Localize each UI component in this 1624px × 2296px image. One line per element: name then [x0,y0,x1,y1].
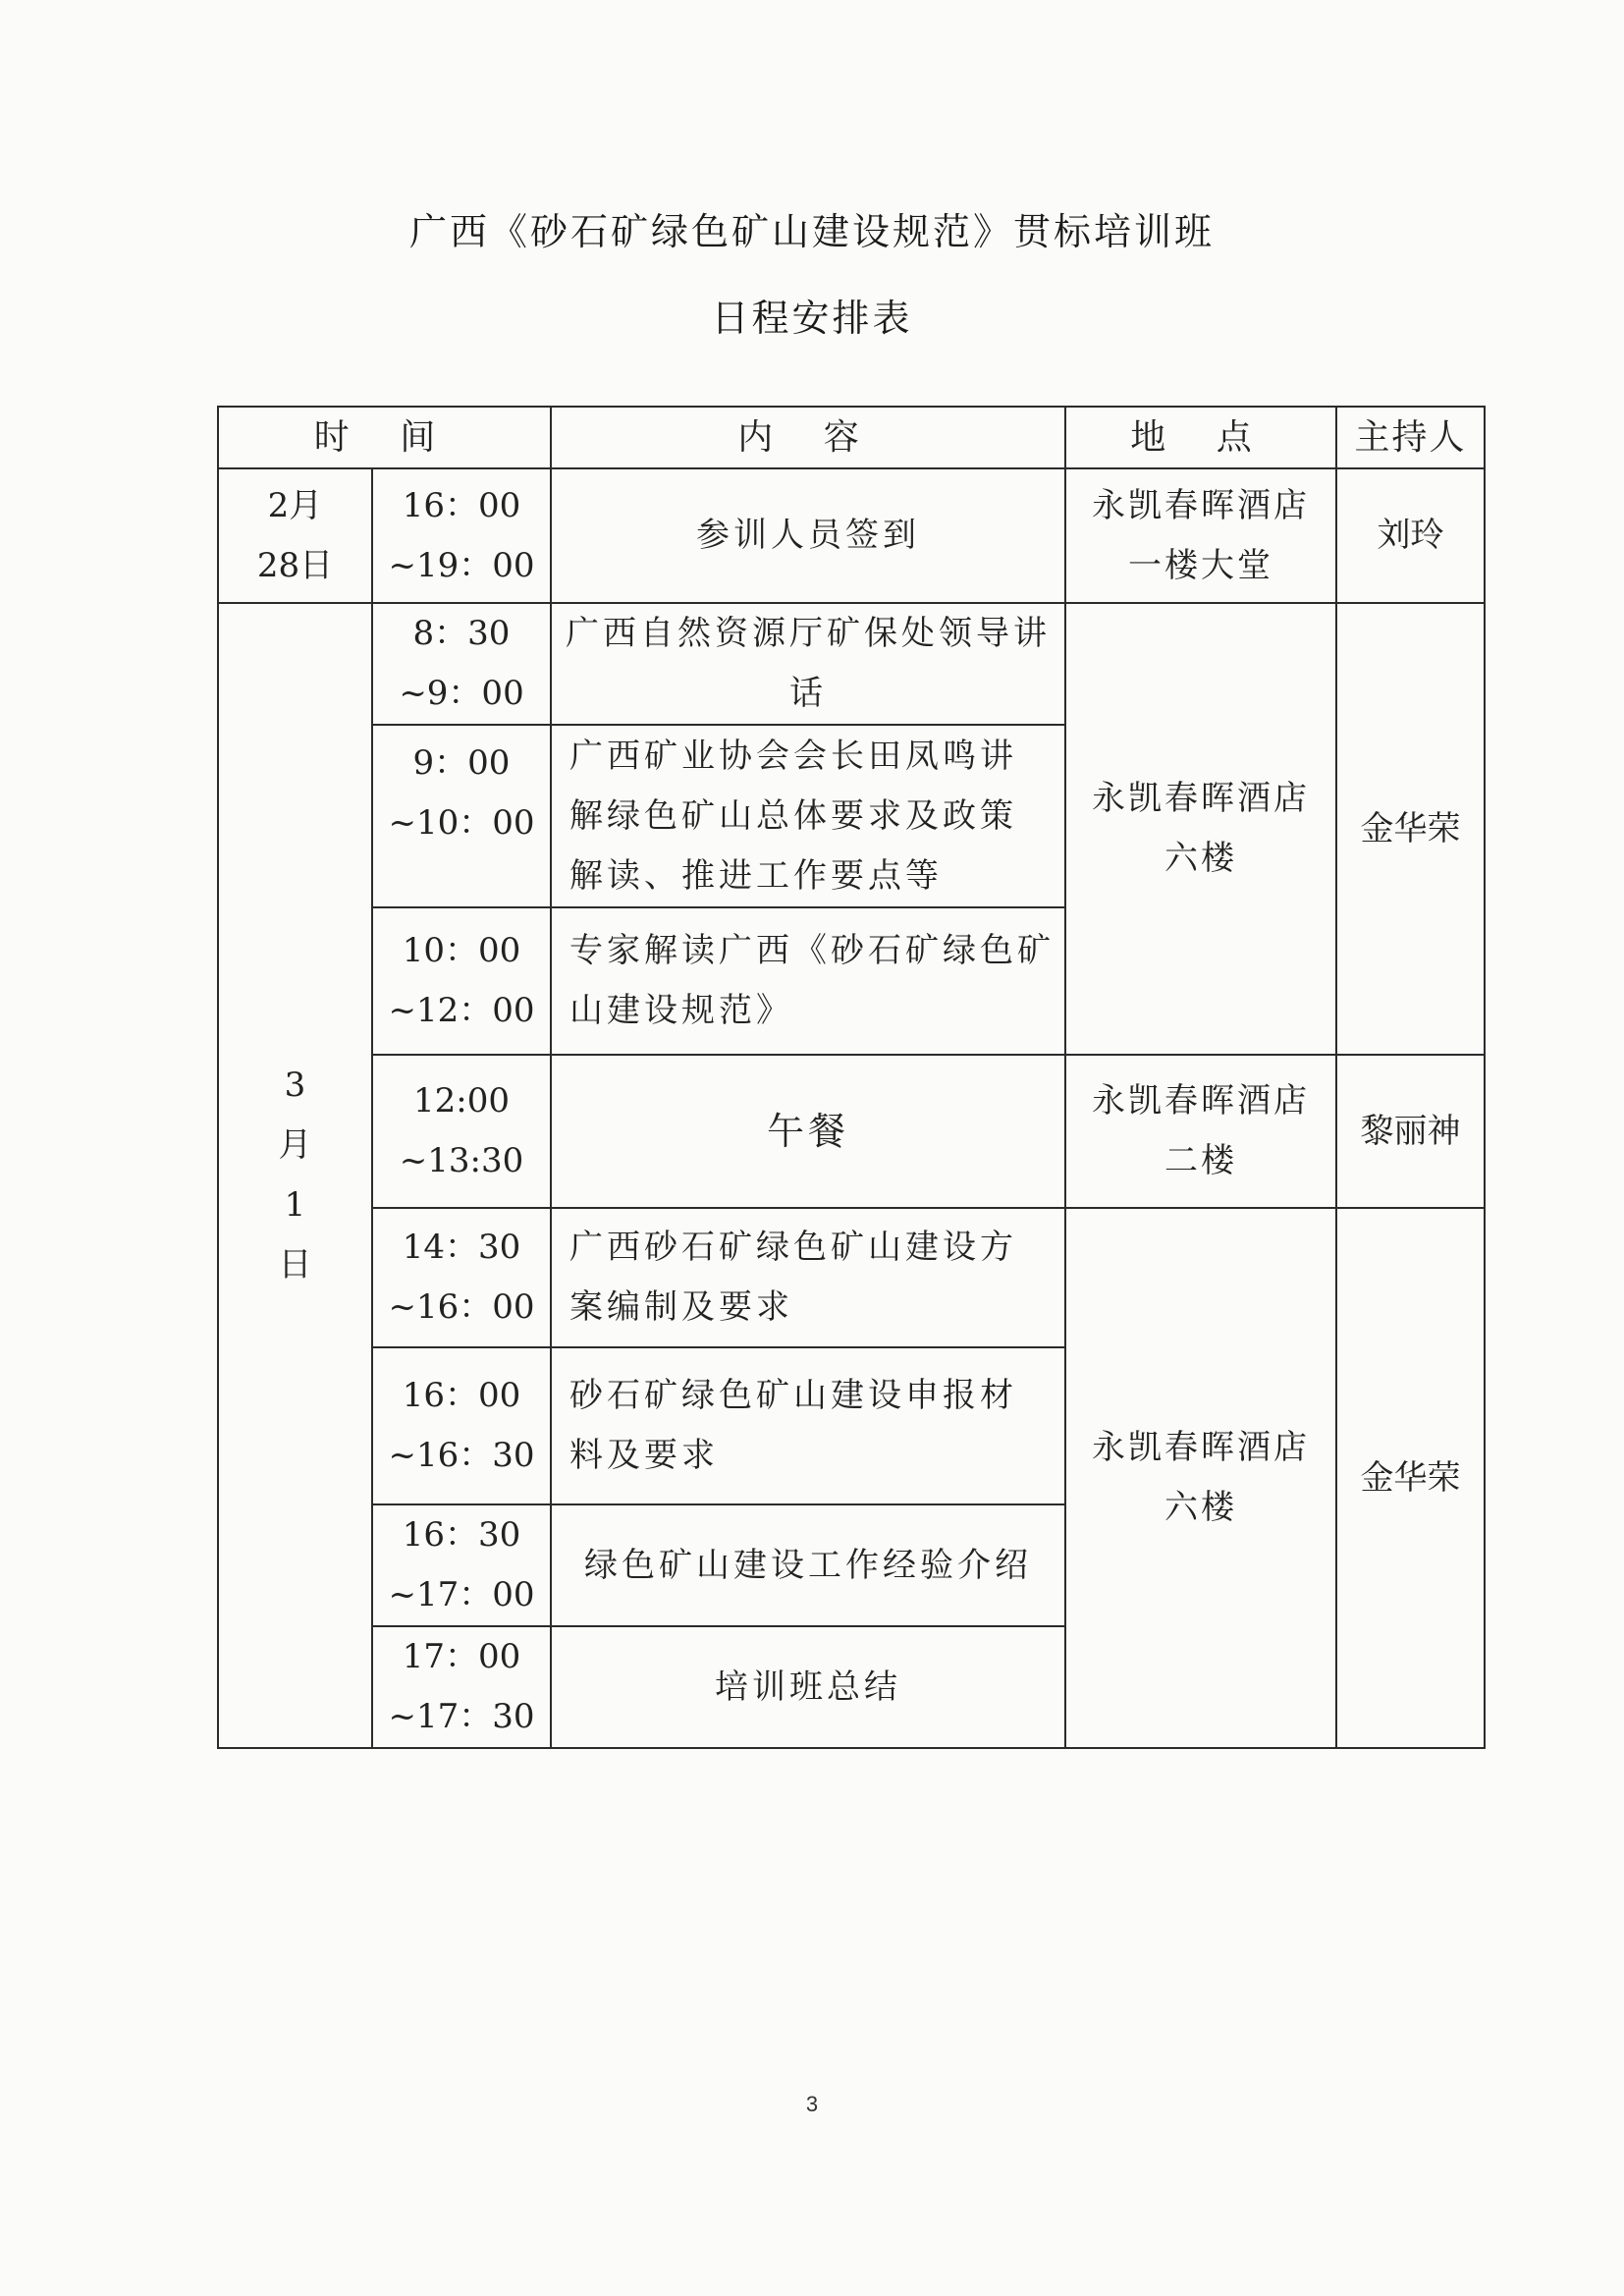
time-end: ~9：00 [399,674,524,713]
time-start: 16：00 [402,1376,521,1415]
place-floor: 六楼 [1164,1488,1238,1527]
date-cell [218,603,372,1748]
time-end: ~17：00 [388,1575,535,1614]
time-start: 17：00 [402,1637,521,1676]
place-name: 永凯春晖酒店 [1092,1428,1311,1467]
content-line: 广西矿业协会会长田凤鸣讲 [569,736,1018,776]
host-cell: 金华荣 [1336,1208,1485,1748]
time-end: ~19：00 [388,545,535,585]
date-month: 2月 [267,485,323,525]
time-cell [372,907,551,1055]
content-cell [551,1208,1065,1347]
content-cell [551,1347,1065,1504]
content-cell [551,907,1065,1055]
header-row [218,407,1485,468]
place-cell [1065,468,1336,603]
content-line: 解绿色矿山总体要求及政策 [569,795,1018,836]
time-cell [372,1626,551,1748]
content-line: 午餐 [767,1109,850,1153]
date-day: 28日 [256,545,334,585]
content-line: 料及要求 [569,1436,720,1475]
content-line: 专家解读广西《砂石矿绿色矿 [569,931,1056,970]
header-place: 地 点 [1065,407,1336,468]
place-floor: 六楼 [1164,839,1238,878]
content-cell [551,603,1065,725]
content-line: 山建设规范》 [569,991,794,1030]
content-line: 广西砂石矿绿色矿山建设方 [569,1228,1018,1267]
time-start: 10：00 [402,931,521,970]
place-name: 永凯春晖酒店 [1092,485,1311,525]
date-char: 月 [278,1125,312,1165]
time-end: ~17：30 [388,1697,535,1736]
table-row [218,603,1485,725]
time-start: 16：30 [402,1515,521,1555]
content-cell [551,1055,1065,1208]
document-title: 广西《砂石矿绿色矿山建设规范》贯标培训班 [408,210,1215,253]
schedule-table [217,406,1486,1749]
place-cell [1065,1208,1336,1748]
table-row [218,468,1485,603]
time-start: 12:00 [413,1081,510,1121]
content-line: 绿色矿山建设工作经验介绍 [584,1545,1033,1585]
host-cell: 金华荣 [1336,603,1485,1055]
time-cell [372,1347,551,1504]
place-name: 永凯春晖酒店 [1092,1081,1311,1121]
place-floor: 二楼 [1164,1141,1238,1180]
host-cell: 黎丽神 [1336,1055,1485,1208]
content-cell [551,1504,1065,1626]
content-cell [551,725,1065,907]
table-row [218,1208,1485,1347]
place-name: 永凯春晖酒店 [1092,779,1311,818]
time-end: ~12：00 [388,991,535,1030]
header-content: 内 容 [551,407,1065,468]
header-host: 主持人 [1336,407,1485,468]
content-line: 案编制及要求 [569,1287,794,1327]
time-cell [372,1055,551,1208]
page-number: 3 [805,2092,819,2116]
content-line: 培训班总结 [715,1667,902,1707]
time-start: 14：30 [402,1228,521,1267]
time-end: ~10：00 [388,803,535,843]
time-cell [372,1504,551,1626]
time-end: ~13:30 [399,1141,524,1180]
time-start: 16：00 [402,485,521,525]
content-line: 解读、推进工作要点等 [569,855,944,896]
date-cell [218,468,372,603]
time-end: ~16：30 [388,1436,535,1475]
content-cell [551,1626,1065,1748]
place-cell [1065,1055,1336,1208]
place-floor: 一楼大堂 [1128,545,1274,585]
date-char: 1 [284,1185,306,1225]
document-subtitle: 日程安排表 [711,297,913,340]
content-line: 砂石矿绿色矿山建设申报材 [569,1376,1018,1415]
header-time: 时 间 [218,407,551,468]
table-row [218,1055,1485,1208]
time-start: 8：30 [412,614,511,653]
time-cell [372,725,551,907]
place-cell [1065,603,1336,1055]
time-start: 9：00 [412,743,511,783]
date-char: 日 [278,1245,312,1285]
content-line: 广西自然资源厅矿保处领导讲话 [566,614,1052,713]
time-end: ~16：00 [388,1287,535,1327]
date-char: 3 [284,1066,306,1105]
time-cell [372,1208,551,1347]
content-cell: 参训人员签到 [551,468,1065,603]
time-cell [372,603,551,725]
host-cell: 刘玲 [1336,468,1485,603]
time-cell [372,468,551,603]
